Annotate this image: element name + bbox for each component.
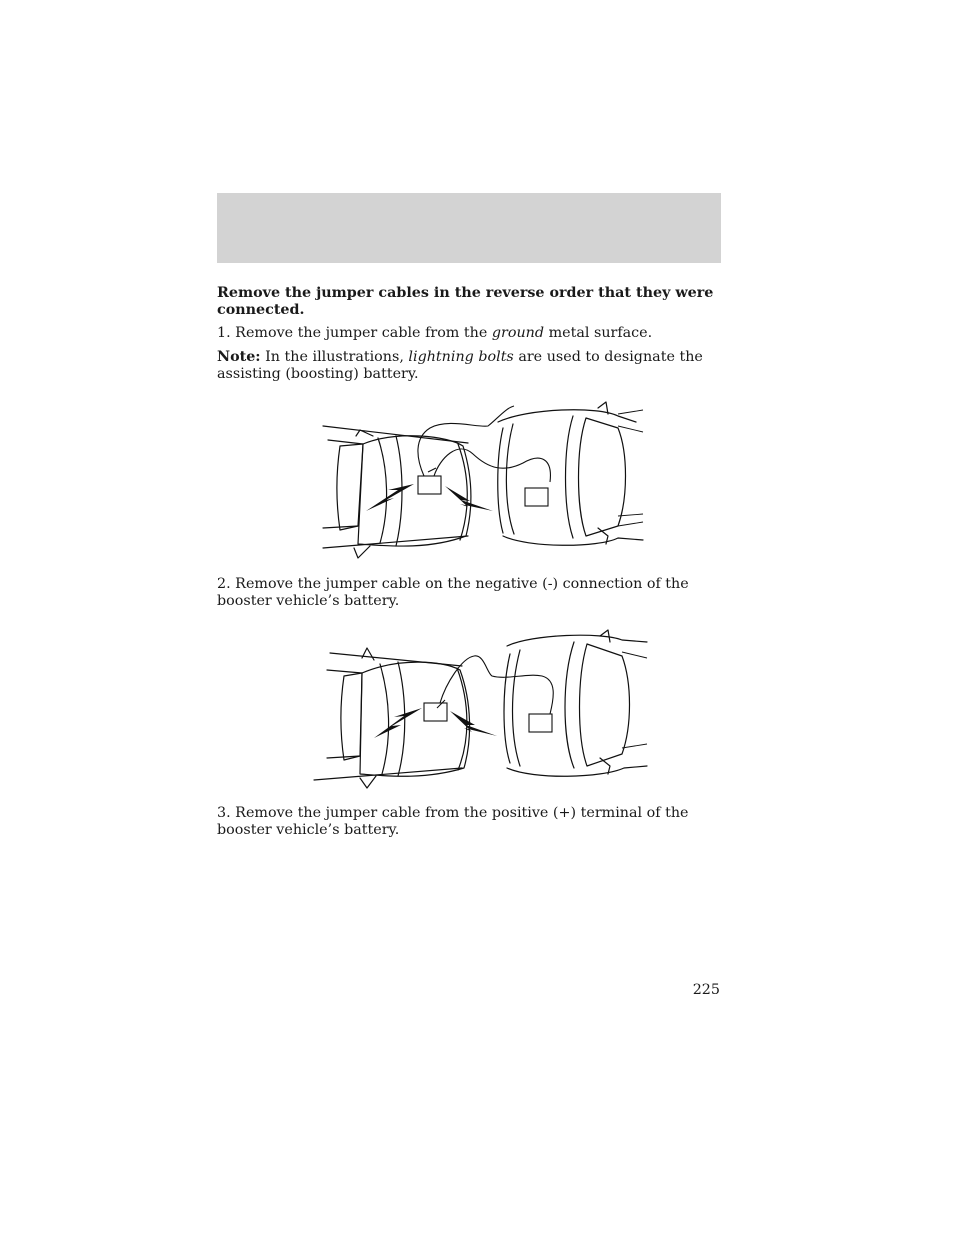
booster-battery (424, 703, 447, 721)
section-header-band (217, 193, 721, 263)
lightning-bolt-icon (366, 484, 414, 511)
jump-start-illustration-1 (318, 398, 648, 560)
step-2: 2. Remove the jumper cable on the negative (-) connection of the booster vehicle’s battery. (217, 576, 689, 609)
page-number: 225 (692, 982, 720, 998)
step-1-emphasis: ground (491, 325, 545, 341)
jump-start-diagram-2 (312, 628, 650, 790)
disabled-battery (529, 714, 552, 732)
jump-start-diagram-1 (318, 398, 648, 560)
note (217, 349, 721, 382)
note-label: Note: (217, 349, 261, 365)
note-prefix: In the illustrations, (260, 349, 409, 365)
lightning-bolt-icon (450, 711, 497, 736)
step-3: 3. Remove the jumper cable from the positive (+) terminal of the booster vehicle’s battery. (217, 805, 689, 838)
jump-start-illustration-2 (312, 628, 650, 790)
step-1 (217, 325, 721, 342)
step-1-suffix: metal surface. (544, 325, 653, 341)
note-emphasis: lightning bolts (408, 349, 514, 365)
intro-instruction: Remove the jumper cables in the reverse order that they were connected. (217, 285, 714, 318)
lightning-bolt-icon (445, 486, 493, 511)
lightning-bolt-icon (374, 708, 422, 738)
step-1-prefix: 1. Remove the jumper cable from the (217, 325, 492, 341)
disabled-battery (525, 488, 548, 506)
note-suffix: are used to designate the assisting (boosting) battery. (217, 349, 703, 382)
booster-battery (418, 476, 441, 494)
